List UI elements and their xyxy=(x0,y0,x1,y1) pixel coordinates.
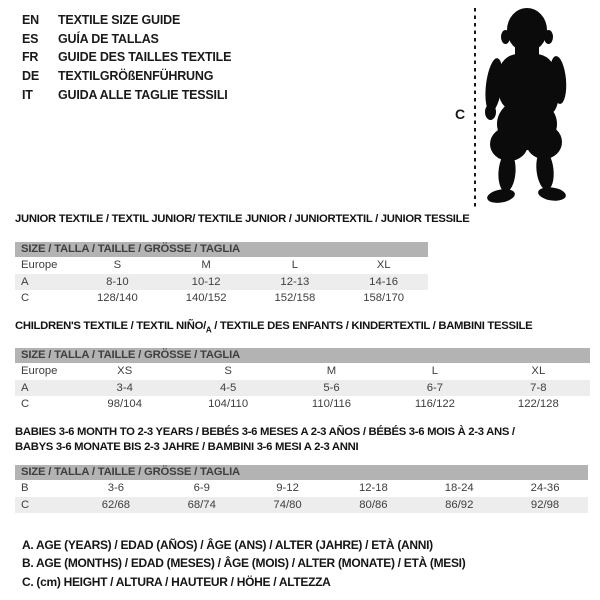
row-label: C xyxy=(21,498,30,511)
size-cell: 98/104 xyxy=(107,398,142,411)
legend-line: C. (cm) HEIGHT / ALTURA / HAUTEUR / HÖHE / ALTEZZA xyxy=(22,574,331,589)
language-title-list xyxy=(22,11,231,104)
size-cell: 62/68 xyxy=(101,498,131,511)
table-row xyxy=(15,363,590,380)
language-guide-title: GUIDA ALLE TAGLIE TESSILI xyxy=(58,87,228,102)
table-title: BABIES 3-6 MONTH TO 2-3 YEARS / BEBÉS 3-6 MESES A 2-3 AÑOS / BÉBÉS 3-6 MOIS À 2-3 ANS / xyxy=(15,426,515,438)
table-row xyxy=(15,480,588,497)
language-code: FR xyxy=(22,50,39,65)
language-guide-title: GUIDE DES TAILLES TEXTILE xyxy=(58,50,232,65)
language-row xyxy=(22,30,231,49)
row-label: A xyxy=(21,275,29,288)
size-table xyxy=(15,319,590,413)
legend xyxy=(22,536,465,591)
table-title: JUNIOR TEXTILE / TEXTIL JUNIOR/ TEXTILE JUNIOR / JUNIORTEXTIL / JUNIOR TESSILE xyxy=(15,213,470,225)
table-grid xyxy=(15,242,428,307)
language-row xyxy=(22,67,231,86)
language-row xyxy=(22,11,231,30)
table-row xyxy=(15,290,428,307)
row-label: Europe xyxy=(21,259,58,271)
language-code: EN xyxy=(22,13,39,28)
row-label: C xyxy=(21,398,30,411)
size-cell: 12-13 xyxy=(280,275,310,288)
size-cell: 116/122 xyxy=(414,398,455,411)
table-row xyxy=(15,497,588,514)
row-label: C xyxy=(21,292,30,304)
table-grid xyxy=(15,348,590,413)
size-cell: S xyxy=(113,259,122,271)
baby-silhouette-icon xyxy=(478,6,570,207)
size-table xyxy=(15,212,470,307)
size-cell: 8-10 xyxy=(106,275,129,288)
size-table xyxy=(15,425,588,513)
table-title-line2: BABYS 3-6 MONATE BIS 2-3 JAHRE / BAMBINI 3-6 MESI A 2-3 ANNI xyxy=(15,441,359,453)
row-label: Europe xyxy=(21,365,58,378)
legend-line: B. AGE (MONTHS) / EDAD (MESES) / ÂGE (MOIS) / ALTER (MONATE) / ETÀ (MESI) xyxy=(22,556,466,571)
size-cell: 14-16 xyxy=(369,275,399,288)
size-cell: 128/140 xyxy=(96,292,138,304)
size-cell: 24-36 xyxy=(530,482,560,494)
size-cell: XL xyxy=(376,259,391,271)
table-grid xyxy=(15,465,588,513)
size-cell: 86/92 xyxy=(445,498,474,511)
language-code: ES xyxy=(22,31,39,46)
size-cell: M xyxy=(201,259,211,271)
row-label: B xyxy=(21,482,29,494)
size-cell: 104/110 xyxy=(208,398,249,411)
size-cell: 10-12 xyxy=(191,275,221,288)
size-cell: 4-5 xyxy=(219,381,237,394)
size-cell: 152/158 xyxy=(274,292,316,304)
table-row xyxy=(15,257,428,274)
size-cell: 3-4 xyxy=(116,381,133,394)
size-cell: 68/74 xyxy=(187,498,216,511)
table-title: CHILDREN'S TEXTILE / TEXTIL NIÑO/$_A$ / TEXTILE DES ENFANTS / KINDERTEXTIL / BAMBINI TESSILE xyxy=(15,320,533,335)
size-cell: 3-6 xyxy=(107,482,125,494)
size-header-bar: SIZE / TALLA / TAILLE / GRÖSSE / TAGLIA xyxy=(15,348,590,363)
size-header-bar: SIZE / TALLA / TAILLE / GRÖSSE / TAGLIA xyxy=(15,465,588,480)
size-cell: XS xyxy=(117,365,133,378)
language-guide-title: TEXTILE SIZE GUIDE xyxy=(58,13,181,28)
language-code: IT xyxy=(22,87,33,102)
size-cell: L xyxy=(431,365,439,378)
size-cell: 158/170 xyxy=(363,292,405,304)
size-cell: S xyxy=(224,365,232,378)
height-measure-label: C xyxy=(455,106,466,122)
size-cell: 110/116 xyxy=(311,398,352,411)
size-cell: 80/86 xyxy=(359,498,388,511)
table-row xyxy=(15,396,590,413)
size-cell: 6-7 xyxy=(426,381,444,394)
height-measure-line xyxy=(474,8,476,207)
size-cell: XL xyxy=(531,365,546,378)
size-header-bar: SIZE / TALLA / TAILLE / GRÖSSE / TAGLIA xyxy=(15,242,428,257)
language-row xyxy=(22,48,231,67)
size-cell: 92/98 xyxy=(530,498,560,511)
size-cell: 74/80 xyxy=(273,498,302,511)
table-row xyxy=(15,380,590,397)
size-cell: 7-8 xyxy=(530,381,547,394)
size-cell: 12-18 xyxy=(358,482,388,494)
language-guide-title: TEXTILGRÖßENFÜHRUNG xyxy=(58,69,214,84)
size-cell: L xyxy=(291,259,299,271)
size-cell: 140/152 xyxy=(185,292,227,304)
row-label: A xyxy=(21,381,29,394)
size-cell: 5-6 xyxy=(323,381,340,394)
legend-line: A. AGE (YEARS) / EDAD (AÑOS) / ÂGE (ANS) / ALTER (JAHRE) / ETÀ (ANNI) xyxy=(22,538,433,552)
table-row xyxy=(15,274,428,291)
language-row xyxy=(22,85,231,104)
size-cell: 6-9 xyxy=(193,482,210,494)
language-guide-title: GUÍA DE TALLAS xyxy=(58,31,159,46)
size-cell: 9-12 xyxy=(276,482,299,494)
size-cell: 18-24 xyxy=(444,482,474,494)
size-cell: 122/128 xyxy=(517,398,559,411)
size-cell: M xyxy=(326,365,337,378)
language-code: DE xyxy=(22,69,39,84)
